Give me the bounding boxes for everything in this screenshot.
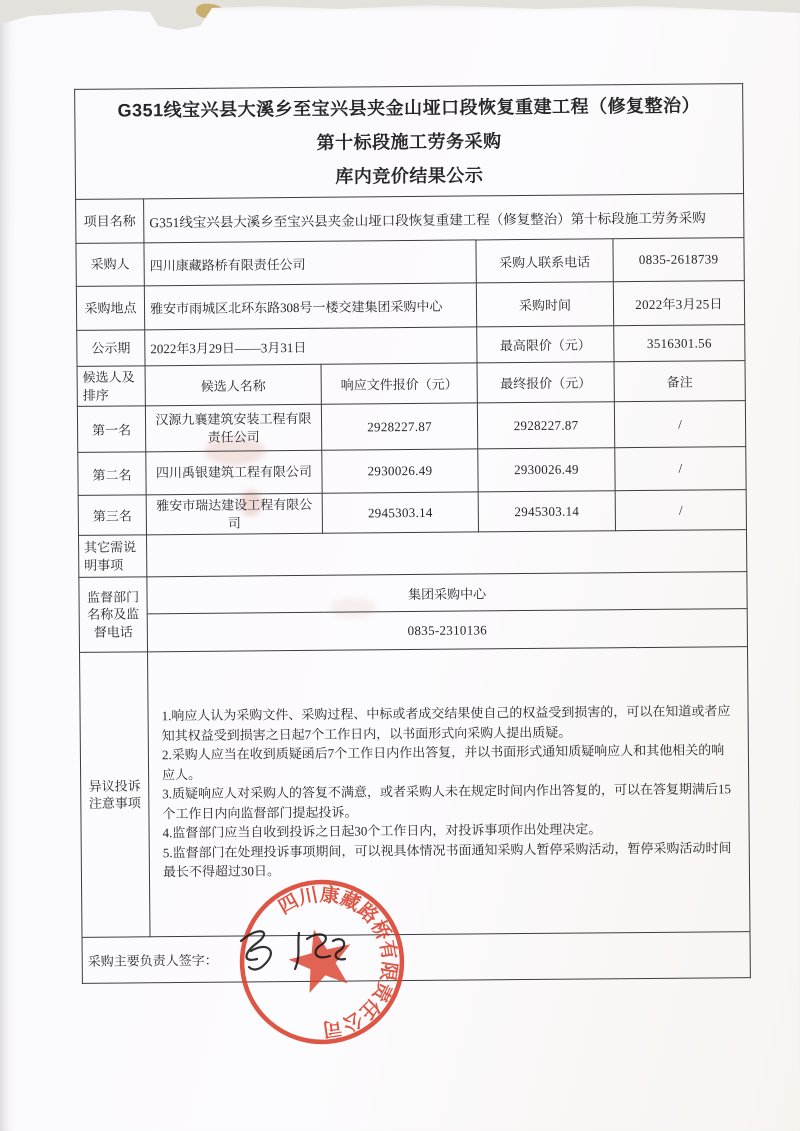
title-line-2: 第十标段施工劳务采购: [316, 130, 502, 153]
candidate-rank: 第一名: [77, 406, 145, 453]
purchaser-row: [76, 238, 744, 287]
other-notes-label: 其它需说明事项: [79, 535, 147, 578]
publicity-period-value: 2022年3月29日——3月31日: [145, 327, 477, 366]
remark-column-header: 备注: [614, 361, 745, 402]
candidate-doc-price: 2945303.14: [322, 492, 478, 533]
location-row: [76, 281, 744, 331]
publicity-period-label: 公示期: [77, 330, 145, 367]
candidate-row-2: [78, 447, 746, 496]
objection-item-4: 4.监督部门应当自收到投诉之日起30个工作日内，对投诉事项作出处理决定。: [162, 821, 602, 841]
other-notes-value: [147, 530, 747, 577]
purchaser-phone-value: 0835-2618739: [613, 238, 744, 282]
announcement-table: [74, 83, 751, 984]
name-column-header: 候选人名称: [145, 364, 321, 406]
project-name-value: G351线宝兴县大溪乡至宝兴县夹金山垭口段恢复重建工程（修复整治）第十标段施工劳务采购: [144, 194, 744, 243]
supervision-dept-value: 集团采购中心: [147, 572, 747, 614]
objection-item-1: 1.响应人认为采购文件、采购过程、中标或者成交结果使自己的权益受到损害的，可以在知道或者应知其权益受到损害之日起7个工作日内，以书面形式向采购人提出质疑。: [161, 703, 731, 744]
supervision-dept-row: [79, 572, 747, 615]
candidate-rank: 第三名: [78, 495, 146, 536]
purchaser-label: 采购人: [76, 243, 144, 287]
candidate-remark: /: [614, 401, 745, 448]
signature-handwriting: [233, 921, 373, 983]
purchase-time-label: 采购时间: [476, 282, 613, 327]
candidate-rank: 第二名: [78, 452, 146, 496]
title-row: [75, 84, 744, 200]
objection-item-2: 2.采购人应当在收到质疑函后7个工作日内作出答复，并以书面形式通知质疑响应人和其他相关的响应人。: [161, 742, 725, 783]
max-price-value: 3516301.56: [614, 325, 745, 362]
publicity-period-row: [77, 325, 745, 367]
candidate-final-price: 2928227.87: [477, 402, 614, 449]
candidate-name: 雅安市瑞达建设工程有限公司: [146, 493, 322, 535]
document-title: [75, 84, 744, 200]
candidate-remark: /: [615, 447, 746, 491]
doc-price-column-header: 响应文件报价（元）: [321, 363, 477, 404]
rank-column-header: 候选人及排序: [77, 366, 145, 407]
title-line-3: 库内竞价结果公示: [335, 164, 484, 187]
purchase-time-value: 2022年3月25日: [613, 281, 744, 326]
candidate-final-price: 2930026.49: [478, 448, 615, 492]
seal-company-text: 四川康藏路桥有限责任公司: [275, 884, 400, 1040]
objection-item-5: 5.监督部门在处理投诉事项期间，可以视具体情况书面通知采购人暂停采购活动，暂停采购活动时间最长不得超过30日。: [162, 840, 732, 880]
candidate-doc-price: 2930026.49: [322, 449, 478, 493]
objection-notice-label: 异议投诉注意事项: [80, 652, 150, 938]
objection-item-3: 3.质疑响应人对采购人的答复不满意，或者采购人未在规定时间内作出答复的，可以在答复期满后15个工作日内向监督部门提起投诉。: [162, 781, 732, 822]
candidate-name: 四川禹银建筑工程有限公司: [146, 450, 322, 495]
supervision-phone-row: [79, 609, 747, 653]
objection-notice-row: [80, 647, 750, 938]
purchaser-phone-label: 采购人联系电话: [476, 239, 613, 283]
other-notes-row: [79, 530, 747, 578]
candidate-final-price: 2945303.14: [478, 491, 615, 532]
final-price-column-header: 最终报价（元）: [477, 362, 614, 403]
candidate-row-1: [77, 401, 745, 453]
purchaser-value: 四川康藏路桥有限责任公司: [144, 240, 476, 286]
supervision-label: 监督部门名称及监督电话: [79, 577, 148, 653]
project-name-label: 项目名称: [76, 199, 144, 244]
signature-row: [82, 932, 750, 984]
signature-label: 采购主要负责人签字：: [82, 932, 750, 984]
candidates-header-row: [77, 361, 745, 407]
project-name-row: [76, 194, 744, 244]
candidate-name: 汉源九襄建筑安装工程有限责任公司: [145, 404, 321, 452]
candidate-row-3: [78, 490, 746, 536]
title-line-1: G351线宝兴县大溪乡至宝兴县夹金山垭口段恢复重建工程（修复整治）: [117, 94, 701, 121]
location-value: 雅安市雨城区北环东路308号一楼交建集团采购中心: [144, 283, 476, 330]
max-price-label: 最高限价（元）: [477, 326, 614, 363]
location-label: 采购地点: [76, 286, 144, 331]
candidate-doc-price: 2928227.87: [321, 403, 477, 450]
candidate-remark: /: [615, 490, 746, 531]
supervision-phone-value: 0835-2310136: [147, 609, 747, 652]
